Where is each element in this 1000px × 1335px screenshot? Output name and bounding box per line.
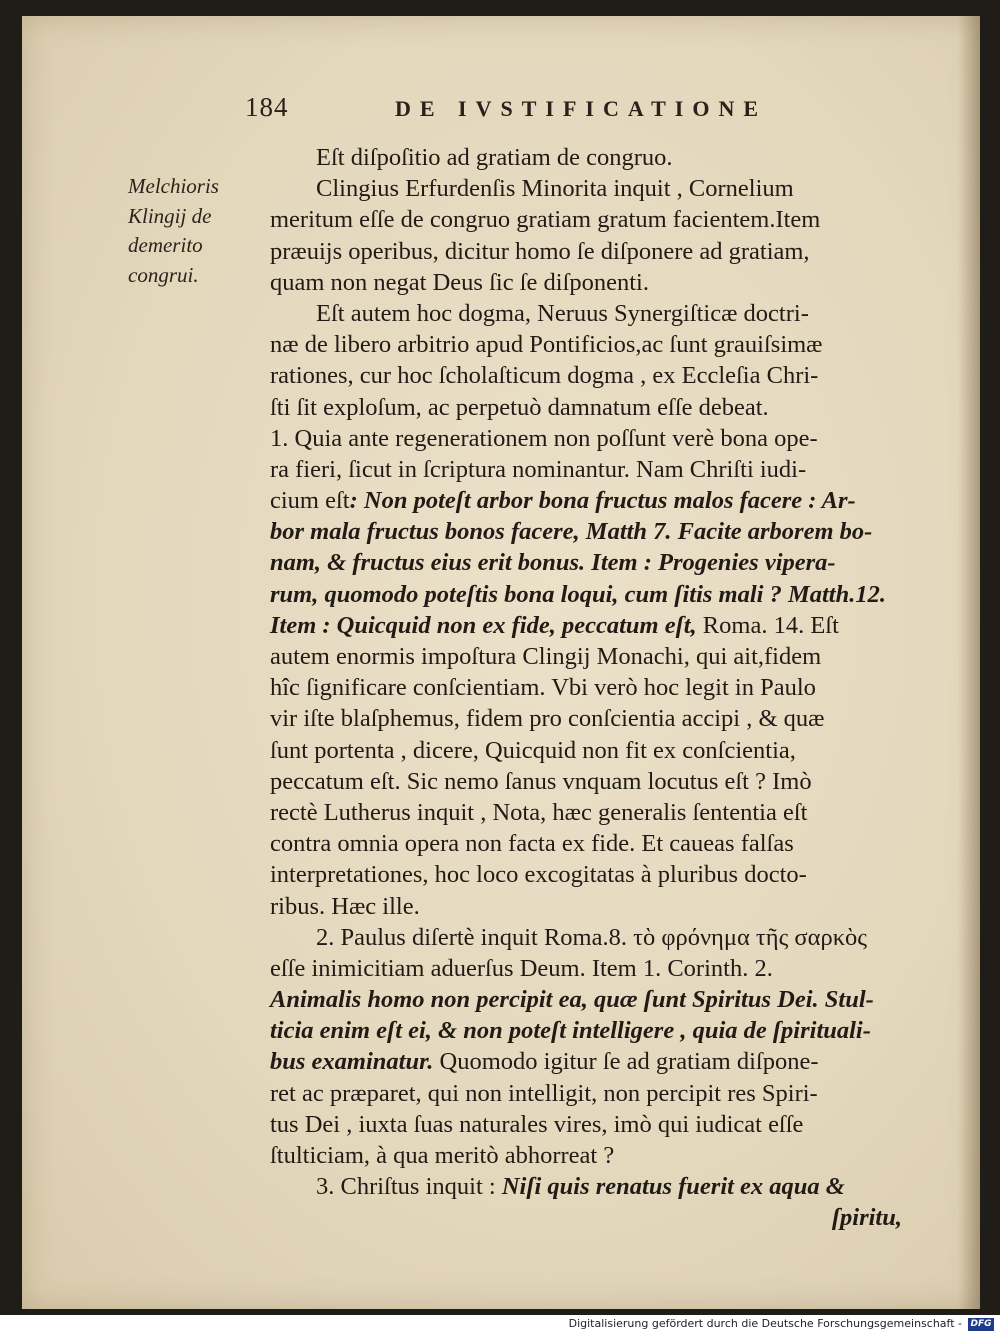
text-segment: peccatum eſt. Sic nemo ſanus vnquam locutus eſt ? Imò [270, 767, 812, 795]
italic-segment: : Non poteſt arbor bona fructus malos facere : Ar- [349, 487, 856, 515]
italic-segment: bus examinatur. [270, 1048, 434, 1076]
text-segment: Clingius Erfurdenſis Minorita inquit , Cornelium [316, 175, 794, 203]
text-line [270, 1046, 902, 1077]
text-line [270, 641, 902, 672]
italic-segment: Item : Quicquid non ex fide, peccatum eſt, [270, 611, 697, 639]
text-segment: næ de libero arbitrio apud Pontificios,ac ſunt grauiſsimæ [270, 331, 823, 359]
text-line [270, 859, 902, 890]
italic-segment: ſpiritu, [831, 1204, 902, 1232]
text-line [270, 579, 902, 610]
text-line [270, 703, 902, 734]
marginal-note-line: Klingij de [128, 203, 212, 228]
text-line [270, 173, 902, 204]
text-segment: quam non negat Deus ſic ſe diſponenti. [270, 268, 649, 296]
italic-segment: bor mala fructus bonos facere, Matth 7. Facite arborem bo- [270, 518, 873, 546]
text-segment: contra omnia opera non facta ex fide. Et caueas falſas [270, 830, 794, 858]
text-line [270, 735, 902, 766]
text-line [270, 454, 902, 485]
footer-bar [0, 1315, 1000, 1335]
text-line [270, 1171, 902, 1202]
text-segment: 2. Paulus diſertè inquit Roma.8. τὸ φρόνημα τῆς σαρκὸς [316, 923, 867, 951]
body-text [270, 142, 902, 1234]
text-line [270, 516, 902, 547]
text-line [270, 891, 902, 922]
text-segment: meritum eſſe de congruo gratiam gratum facientem.Item [270, 206, 821, 234]
italic-segment: ticia enim eſt ei, & non poteſt intelligere , quia de ſpirituali- [270, 1017, 871, 1045]
text-line [270, 236, 902, 267]
text-line [270, 392, 902, 423]
text-line [270, 984, 902, 1015]
text-line [270, 1202, 902, 1233]
running-title: DE IVSTIFICATIONE [395, 96, 768, 121]
italic-segment: nam, & fructus eius erit bonus. Item : Progenies vipera- [270, 549, 836, 577]
text-line [270, 1078, 902, 1109]
text-segment: autem enormis impoſtura Clingij Monachi, qui ait,fidem [270, 643, 822, 670]
text-line [270, 142, 902, 173]
text-segment: cium eſt [270, 487, 350, 515]
text-segment: ret ac præparet, qui non intelligit, non percipit res Spiri- [270, 1079, 818, 1107]
italic-segment: Animalis homo non percipit ea, quæ ſunt Spiritus Dei. Stul- [270, 986, 874, 1014]
text-segment: hîc ſignificare conſcientiam. Vbi verò hoc legit in Paulo [270, 674, 816, 702]
text-line [270, 1140, 902, 1171]
text-line [270, 298, 902, 329]
running-head [245, 92, 805, 126]
text-segment: ſunt portenta , dicere, Quicquid non fit ex conſcientia, [270, 736, 796, 764]
text-segment: ſtulticiam, à qua meritò abhorreat ? [270, 1142, 615, 1169]
text-line [270, 922, 902, 953]
page-number: 184 [245, 92, 289, 122]
text-segment: ribus. Hæc ille. [270, 892, 420, 920]
text-segment: interpretationes, hoc loco excogitatas à pluribus docto- [270, 861, 807, 889]
text-segment: 1. Quia ante regenerationem non poſſunt verè bona ope- [270, 424, 818, 452]
text-line [270, 953, 902, 984]
text-line [270, 547, 902, 578]
text-segment: vir iſte blaſphemus, fidem pro conſcientia accipi , & quæ [270, 705, 825, 733]
text-line [270, 329, 902, 360]
text-segment: rectè Lutherus inquit , Nota, hæc generalis ſententia eſt [270, 798, 808, 826]
text-line [270, 1109, 902, 1140]
footer-credit: Digitalisierung gefördert durch die Deutsche Forschungsgemeinschaft - [568, 1317, 962, 1330]
text-line [270, 204, 902, 235]
text-segment: ſti ſit exploſum, ac perpetuò damnatum eſſe debeat. [270, 393, 769, 421]
text-segment: Roma. 14. Eſt [696, 611, 839, 639]
marginal-note-line: congrui. [128, 262, 199, 287]
dfg-logo: DFG [968, 1318, 994, 1331]
text-segment: rationes, cur hoc ſcholaſticum dogma , ex Eccleſia Chri- [270, 362, 819, 390]
text-segment: præuijs operibus, dicitur homo ſe diſponere ad gratiam, [270, 237, 810, 265]
text-line [270, 766, 902, 797]
italic-segment: Niſi quis renatus fuerit ex aqua & [501, 1173, 845, 1201]
text-segment: eſſe inimicitiam aduerſus Deum. Item 1. Corinth. 2. [270, 954, 773, 982]
text-line [270, 828, 902, 859]
text-line [270, 610, 902, 641]
text-line [270, 485, 902, 516]
text-line [270, 360, 902, 391]
text-segment: tus Dei , iuxta ſuas naturales vires, imò qui iudicat eſſe [270, 1110, 804, 1138]
text-line [270, 797, 902, 828]
text-segment: Eſt autem hoc dogma, Neruus Synergiſticæ doctri- [316, 299, 809, 327]
marginal-note [128, 172, 258, 290]
text-line [270, 423, 902, 454]
text-line [270, 1015, 902, 1046]
italic-segment: rum, quomodo poteſtis bona loqui, cum ſitis mali ? Matth.12. [270, 580, 886, 608]
page-edge-shadow [958, 16, 980, 1309]
text-line [270, 267, 902, 298]
text-segment: Eſt diſpoſitio ad gratiam de congruo. [316, 144, 673, 171]
marginal-note-line: demerito [128, 233, 203, 257]
marginal-note-line: Melchioris [128, 174, 219, 198]
text-segment: Quomodo igitur ſe ad gratiam diſpone- [433, 1048, 819, 1076]
text-segment: 3. Chriſtus inquit : [316, 1173, 502, 1201]
text-line [270, 672, 902, 703]
text-segment: ra fieri, ſicut in ſcriptura nominantur. Nam Chriſti iudi- [270, 455, 807, 483]
